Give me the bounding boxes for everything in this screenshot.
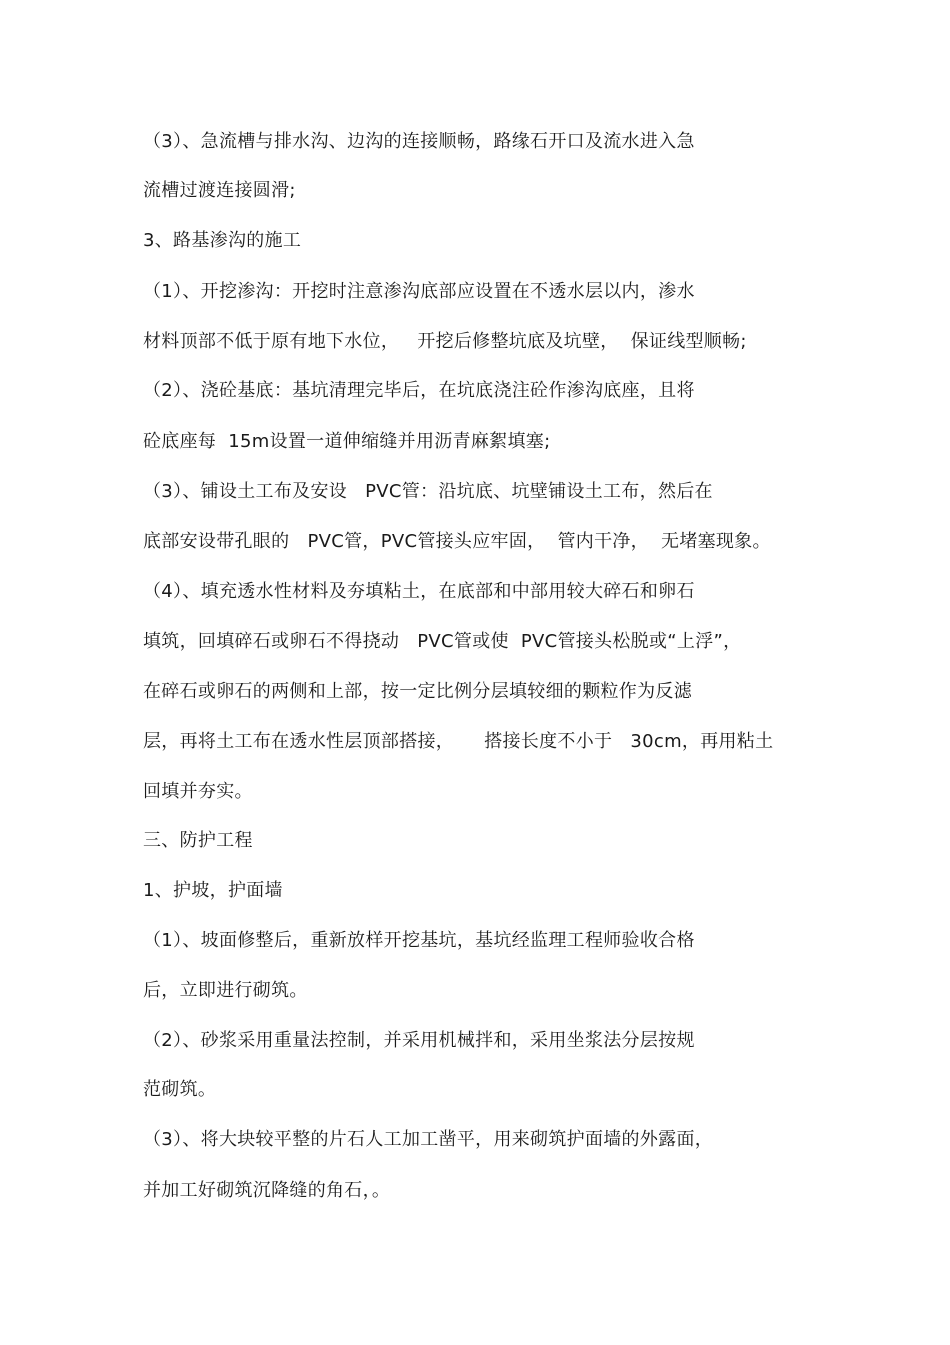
text-line: 回填并夯实。: [143, 781, 253, 802]
text-line: 填筑，回填碎石或卵石不得挠动 PVC管或使 PVC管接头松脱或“上浮”，: [143, 631, 742, 652]
text-line: （3）、将大块较平整的片石人工加工凿平，用来砌筑护面墙的外露面，: [143, 1129, 714, 1150]
text-line: 材料顶部不低于原有地下水位， 开挖后修整坑底及坑壁， 保证线型顺畅;: [143, 331, 747, 352]
text-line: （2）、砂浆采用重量法控制，并采用机械拌和，采用坐浆法分层按规: [143, 1030, 695, 1051]
text-line: 层，再将土工布在透水性层顶部搭接， 搭接长度不小于 30cm，再用粘土: [143, 731, 774, 752]
text-line: （3）、急流槽与排水沟、边沟的连接顺畅，路缘石开口及流水进入急: [143, 131, 695, 152]
text-line: 范砌筑。: [143, 1079, 217, 1100]
text-line: （3）、铺设土工布及安设 PVC管：沿坑底、坑壁铺设土工布，然后在: [143, 481, 713, 502]
text-line: 流槽过渡连接圆滑;: [143, 180, 296, 201]
text-line: 底部安设带孔眼的 PVC管，PVC管接头应牢固， 管内干净， 无堵塞现象。: [143, 531, 771, 552]
text-line: 并加工好砌筑沉降缝的角石，。: [143, 1180, 391, 1201]
section-heading: 1、护坡，护面墙: [143, 880, 283, 901]
section-heading: 3、路基渗沟的施工: [143, 230, 302, 251]
section-heading: 三、防护工程: [143, 830, 253, 851]
text-line: （2）、浇砼基底：基坑清理完毕后，在坑底浇注砼作渗沟底座，且将: [143, 380, 695, 401]
text-line: 后，立即进行砌筑。: [143, 980, 308, 1001]
text-line: （4）、填充透水性材料及夯填粘土，在底部和中部用较大碎石和卵石: [143, 581, 695, 602]
text-line: 砼底座每 15m设置一道伸缩缝并用沥青麻絮填塞;: [143, 431, 551, 452]
text-line: 在碎石或卵石的两侧和上部，按一定比例分层填较细的颗粒作为反滤: [143, 681, 692, 702]
text-line: （1）、坡面修整后，重新放样开挖基坑，基坑经监理工程师验收合格: [143, 930, 695, 951]
text-line: （1）、开挖渗沟：开挖时注意渗沟底部应设置在不透水层以内，渗水: [143, 281, 695, 302]
